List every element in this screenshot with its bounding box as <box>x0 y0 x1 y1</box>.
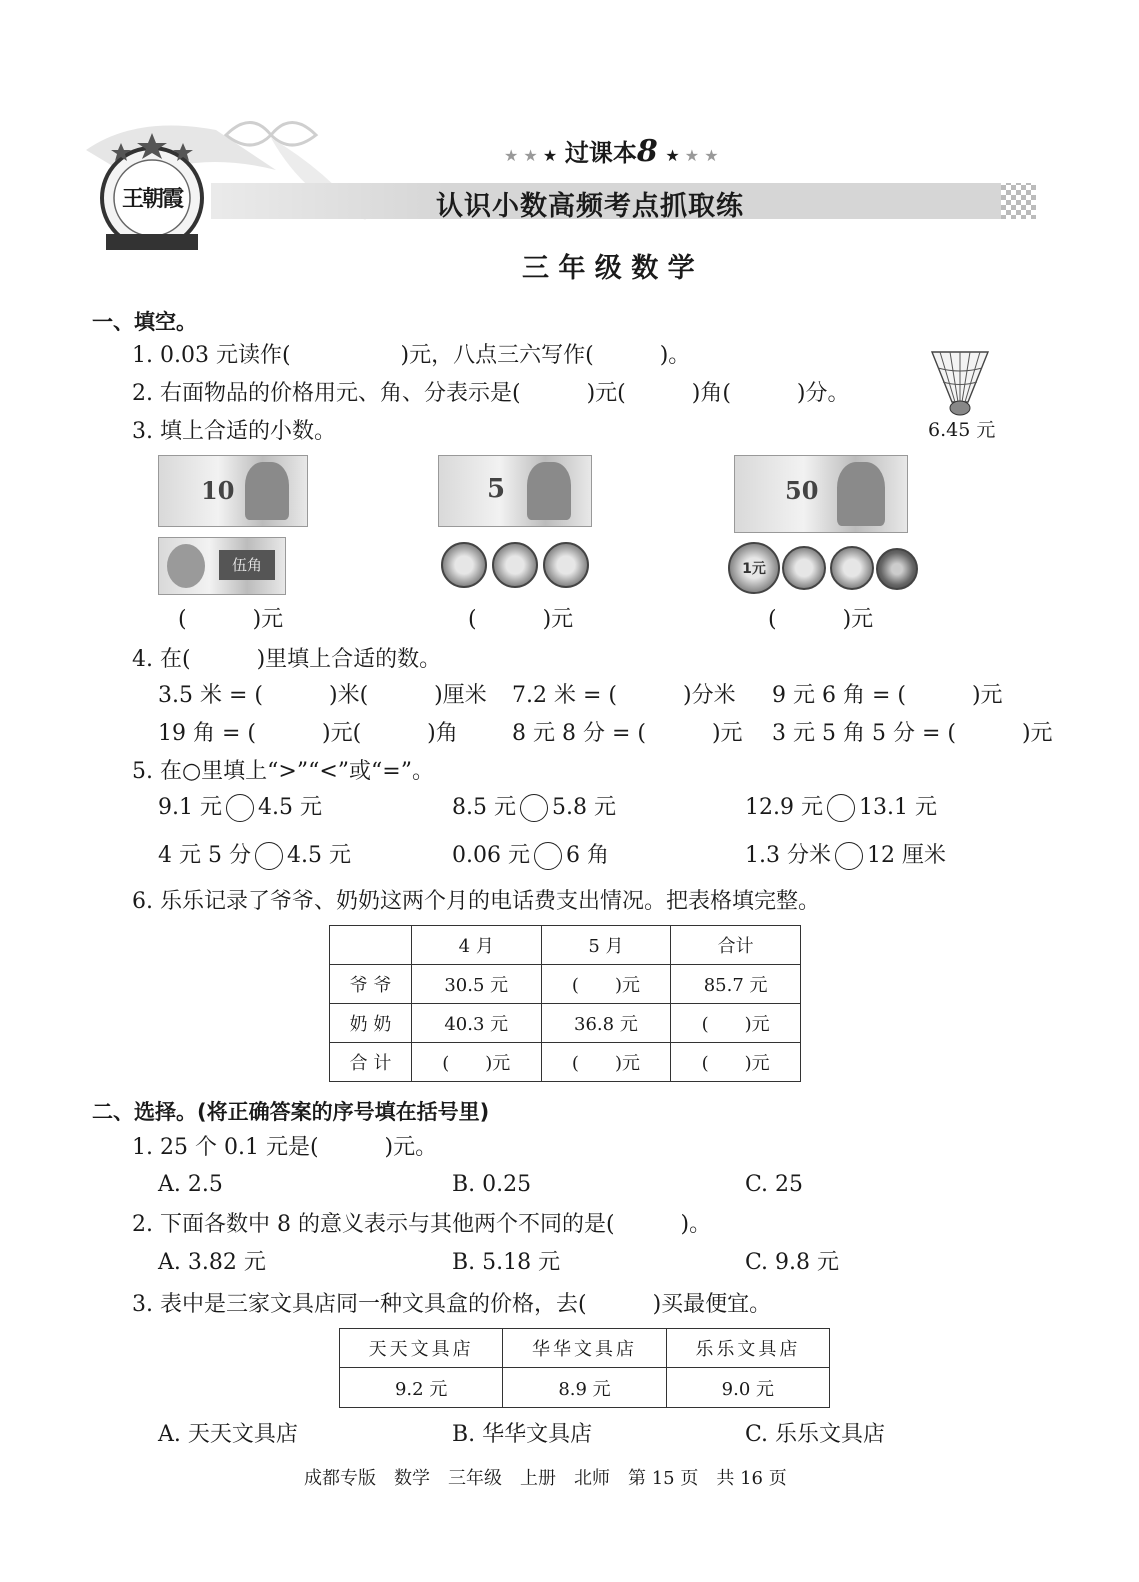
table-cell[interactable]: ( )元 <box>671 1043 801 1082</box>
compare-item: 12.9 元 13.1 元 <box>745 795 937 820</box>
q4-item: 9 元 6 角 = ( )元 <box>772 683 1003 708</box>
page-footer: 成都专版 数学 三年级 上册 北师 第 15 页 共 16 页 <box>304 1468 787 1489</box>
table-header-cell: 天天文具店 <box>340 1329 503 1368</box>
stationery-price-table <box>339 1328 830 1408</box>
coin-1-yuan: 1元 <box>728 542 780 594</box>
section-2-heading: 二、选择。(将正确答案的序号填在括号里) <box>92 1100 490 1124</box>
q4-item: 19 角 = ( )元( )角 <box>158 721 458 746</box>
question-2-1: 1. 25 个 0.1 元是( )元。 <box>132 1135 438 1160</box>
banknote-5-yuan: 5 <box>438 455 592 527</box>
compare-item: 1.3 分米 12 厘米 <box>745 843 946 868</box>
question-1-1: 1. 0.03 元读作( )元，八点三六写作( )。 <box>132 343 691 368</box>
q4-item: 3 元 5 角 5 分 = ( )元 <box>772 721 1053 746</box>
compare-item: 4 元 5 分 4.5 元 <box>158 843 351 868</box>
coin-1-jiao <box>441 542 487 588</box>
coin-1-jiao <box>543 542 589 588</box>
option[interactable]: C. 9.8 元 <box>745 1250 840 1275</box>
table-cell: 9.0 元 <box>666 1368 829 1408</box>
compare-item: 0.06 元 6 角 <box>452 843 609 868</box>
series-label: 过课本 <box>564 139 637 167</box>
question-2-3: 3. 表中是三家文具店同一种文具盒的价格，去( )买最便宜。 <box>132 1292 772 1317</box>
table-cell[interactable]: ( )元 <box>671 1004 801 1043</box>
q4-item: 3.5 米 = ( )米( )厘米 <box>158 683 487 708</box>
item-price: 6.45 元 <box>928 419 996 441</box>
table-cell[interactable]: ( )元 <box>541 965 671 1004</box>
table-cell: 30.5 元 <box>411 965 541 1004</box>
table-header-cell: 合计 <box>671 926 801 965</box>
table-header-cell <box>330 926 412 965</box>
stars-left-icon: ★ ★ <box>504 146 543 165</box>
page-subtitle: 三 年 级 数 学 <box>522 253 695 284</box>
question-1-3: 3. 填上合适的小数。 <box>132 419 336 444</box>
table-cell: 合 计 <box>330 1043 412 1082</box>
compare-circle[interactable] <box>827 794 855 822</box>
banknote-10-yuan: 10 <box>158 455 308 527</box>
option[interactable]: A. 天天文具店 <box>158 1422 298 1447</box>
option[interactable]: B. 5.18 元 <box>452 1250 561 1275</box>
coin-1-jiao <box>782 546 826 590</box>
table-cell: 85.7 元 <box>671 965 801 1004</box>
q4-item: 7.2 米 = ( )分米 <box>512 683 736 708</box>
coin-5-jiao <box>876 548 918 590</box>
option[interactable]: A. 2.5 <box>158 1172 223 1197</box>
question-1-2: 2. 右面物品的价格用元、角、分表示是( )元( )角( )分。 <box>132 381 850 406</box>
question-1-5: 5. 在○里填上“>”“<”或“=”。 <box>132 759 434 784</box>
table-cell: 奶 奶 <box>330 1004 412 1043</box>
answer-3-3: ( )元 <box>768 607 874 632</box>
table-header-cell: 华华文具店 <box>503 1329 666 1368</box>
option[interactable]: C. 乐乐文具店 <box>745 1422 886 1447</box>
compare-circle[interactable] <box>534 842 562 870</box>
compare-circle[interactable] <box>255 842 283 870</box>
coin-1-jiao <box>830 546 874 590</box>
badminton-shuttlecock-icon <box>928 346 992 418</box>
table-cell: 9.2 元 <box>340 1368 503 1408</box>
option[interactable]: C. 25 <box>745 1172 804 1197</box>
compare-item: 9.1 元 4.5 元 <box>158 795 322 820</box>
page-title: 认识小数高频考点抓取练 <box>436 191 744 222</box>
question-2-2: 2. 下面各数中 8 的意义表示与其他两个不同的是( )。 <box>132 1212 712 1237</box>
answer-3-1: ( )元 <box>178 607 284 632</box>
series-line: ★ ★ ★ 过课本8 ★ ★ ★ <box>504 134 719 169</box>
table-cell: 40.3 元 <box>411 1004 541 1043</box>
coin-1-jiao <box>492 542 538 588</box>
table-header-cell: 4 月 <box>411 926 541 965</box>
compare-circle[interactable] <box>835 842 863 870</box>
table-cell: 36.8 元 <box>541 1004 671 1043</box>
section-1-heading: 一、填空。 <box>92 310 197 334</box>
table-row <box>330 1004 801 1043</box>
answer-3-2: ( )元 <box>468 607 574 632</box>
compare-circle[interactable] <box>226 794 254 822</box>
option[interactable]: B. 0.25 <box>452 1172 532 1197</box>
table-header-cell: 5 月 <box>541 926 671 965</box>
series-number: 8 <box>636 134 658 169</box>
brand-logo <box>96 128 208 254</box>
table-cell: 8.9 元 <box>503 1368 666 1408</box>
table-row <box>340 1368 830 1408</box>
table-cell[interactable]: ( )元 <box>411 1043 541 1082</box>
phone-bill-table <box>329 925 801 1082</box>
question-1-4: 4. 在( )里填上合适的数。 <box>132 647 442 672</box>
q4-item: 8 元 8 分 = ( )元 <box>512 721 743 746</box>
question-1-6: 6. 乐乐记录了爷爷、奶奶这两个月的电话费支出情况。把表格填完整。 <box>132 889 820 914</box>
table-cell: 爷 爷 <box>330 965 412 1004</box>
option[interactable]: B. 华华文具店 <box>452 1422 593 1447</box>
table-cell[interactable]: ( )元 <box>541 1043 671 1082</box>
compare-item: 8.5 元 5.8 元 <box>452 795 616 820</box>
compare-circle[interactable] <box>520 794 548 822</box>
stars-right-icon: ★ ★ <box>679 146 719 165</box>
banknote-50-yuan: 50 <box>734 455 908 533</box>
table-row <box>330 1043 801 1082</box>
banknote-5-jiao: 伍角 <box>158 537 286 595</box>
option[interactable]: A. 3.82 元 <box>158 1250 266 1275</box>
brand-name: 王朝霞 <box>121 186 182 212</box>
table-header-cell: 乐乐文具店 <box>666 1329 829 1368</box>
table-row <box>330 965 801 1004</box>
